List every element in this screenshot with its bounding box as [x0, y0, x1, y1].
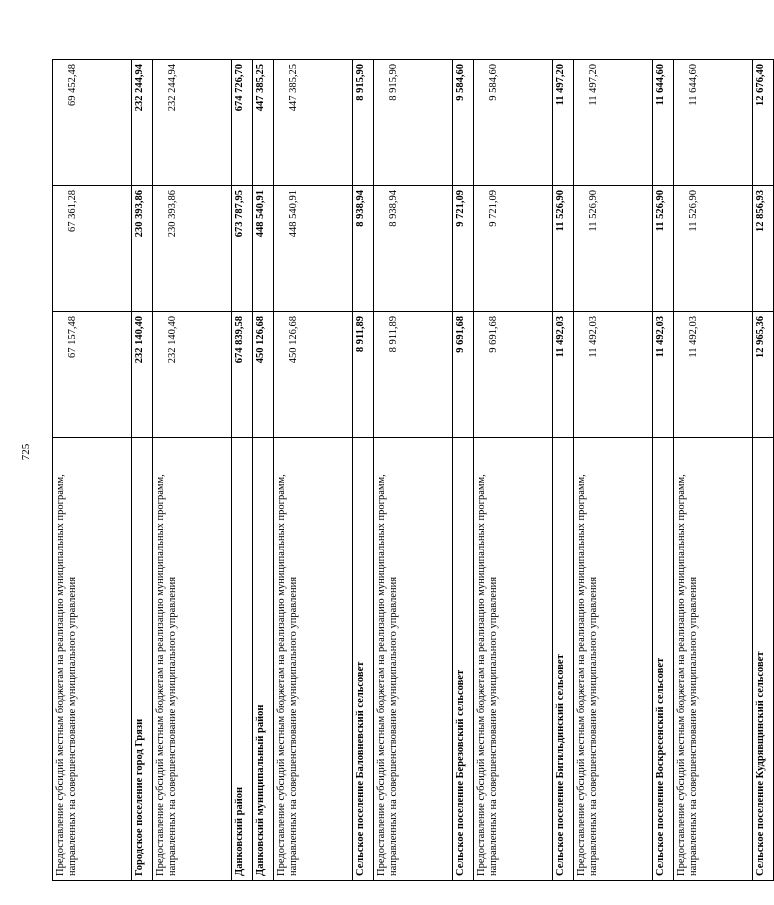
row-name: Сельское поселение Березовский сельсовет — [453, 438, 474, 881]
value-year-2: 673 787,95 — [232, 186, 253, 312]
table-row — [53, 60, 132, 881]
value-year-1: 232 140,40 — [132, 312, 153, 438]
row-name: Сельское поселение Кудрявщинский сельсовет — [753, 438, 774, 881]
table-row — [353, 60, 374, 881]
value-year-3: 674 726,70 — [232, 60, 253, 186]
value-year-1: 232 140,40 — [153, 312, 232, 438]
value-year-1: 11 492,03 — [674, 312, 753, 438]
value-year-3: 447 385,25 — [274, 60, 353, 186]
value-year-2: 448 540,91 — [274, 186, 353, 312]
value-year-2: 8 938,94 — [374, 186, 453, 312]
table-row — [574, 60, 653, 881]
row-name: Городское поселение город Грязи — [132, 438, 153, 881]
table-row — [274, 60, 353, 881]
row-name: Данковский муниципальный район — [253, 438, 274, 881]
value-year-1: 11 492,03 — [653, 312, 674, 438]
value-year-2: 11 526,90 — [574, 186, 653, 312]
row-name: Предоставление субсидий местным бюджетам на реализацию муниципальных программ, направленных на совершенствование муниципального управления — [474, 438, 553, 881]
value-year-1: 67 157,48 — [53, 312, 132, 438]
value-year-1: 9 691,68 — [453, 312, 474, 438]
value-year-1: 450 126,68 — [253, 312, 274, 438]
row-name: Предоставление субсидий местным бюджетам на реализацию муниципальных программ, направленных на совершенствование муниципального управления — [674, 438, 753, 881]
value-year-1: 11 492,03 — [574, 312, 653, 438]
row-name: Сельское поселение Воскресенский сельсовет — [653, 438, 674, 881]
row-name: Предоставление субсидий местным бюджетам на реализацию муниципальных программ, направленных на совершенствование муниципального управления — [574, 438, 653, 881]
budget-table — [52, 59, 774, 881]
value-year-3: 12 676,40 — [753, 60, 774, 186]
table-row — [553, 60, 574, 881]
value-year-3: 11 497,20 — [553, 60, 574, 186]
value-year-2: 12 856,93 — [753, 186, 774, 312]
table-row — [474, 60, 553, 881]
row-name: Предоставление субсидий местным бюджетам на реализацию муниципальных программ, направленных на совершенствование муниципального управления — [374, 438, 453, 881]
value-year-2: 11 526,90 — [653, 186, 674, 312]
value-year-3: 69 452,48 — [53, 60, 132, 186]
value-year-2: 9 721,09 — [453, 186, 474, 312]
value-year-3: 8 915,90 — [353, 60, 374, 186]
value-year-1: 450 126,68 — [274, 312, 353, 438]
table-row — [653, 60, 674, 881]
table-row — [374, 60, 453, 881]
value-year-3: 9 584,60 — [474, 60, 553, 186]
value-year-2: 11 526,90 — [553, 186, 574, 312]
value-year-2: 448 540,91 — [253, 186, 274, 312]
value-year-3: 232 244,94 — [132, 60, 153, 186]
value-year-1: 9 691,68 — [474, 312, 553, 438]
value-year-2: 9 721,09 — [474, 186, 553, 312]
value-year-1: 8 911,89 — [374, 312, 453, 438]
table-row — [253, 60, 274, 881]
value-year-2: 230 393,86 — [153, 186, 232, 312]
row-name: Данковский район — [232, 438, 253, 881]
budget-table-container — [52, 61, 766, 881]
page-number: 725 — [20, 443, 32, 461]
value-year-2: 8 938,94 — [353, 186, 374, 312]
table-row — [674, 60, 753, 881]
value-year-3: 8 915,90 — [374, 60, 453, 186]
table-row — [232, 60, 253, 881]
value-year-1: 11 492,03 — [553, 312, 574, 438]
value-year-1: 12 965,36 — [753, 312, 774, 438]
row-name: Сельское поселение Бигильдинский сельсовет — [553, 438, 574, 881]
value-year-2: 230 393,86 — [132, 186, 153, 312]
table-row — [753, 60, 774, 881]
row-name: Предоставление субсидий местным бюджетам на реализацию муниципальных программ, направленных на совершенствование муниципального управления — [53, 438, 132, 881]
table-row — [153, 60, 232, 881]
value-year-1: 8 911,89 — [353, 312, 374, 438]
table-row — [132, 60, 153, 881]
value-year-3: 11 497,20 — [574, 60, 653, 186]
row-name: Предоставление субсидий местным бюджетам на реализацию муниципальных программ, направленных на совершенствование муниципального управления — [153, 438, 232, 881]
value-year-3: 11 644,60 — [674, 60, 753, 186]
value-year-3: 447 385,25 — [253, 60, 274, 186]
row-name: Сельское поселение Баловневский сельсовет — [353, 438, 374, 881]
value-year-2: 11 526,90 — [674, 186, 753, 312]
value-year-3: 9 584,60 — [453, 60, 474, 186]
row-name: Предоставление субсидий местным бюджетам на реализацию муниципальных программ, направленных на совершенствование муниципального управления — [274, 438, 353, 881]
value-year-3: 11 644,60 — [653, 60, 674, 186]
value-year-2: 67 361,28 — [53, 186, 132, 312]
value-year-3: 232 244,94 — [153, 60, 232, 186]
table-row — [453, 60, 474, 881]
value-year-1: 674 839,58 — [232, 312, 253, 438]
